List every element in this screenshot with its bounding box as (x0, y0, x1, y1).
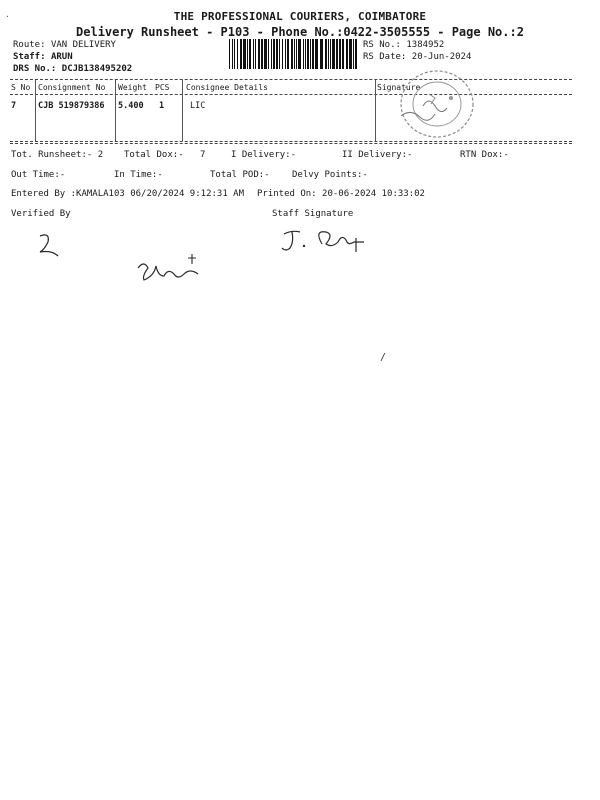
total-dox: Total Dox:- (124, 150, 184, 160)
route-line (13, 40, 116, 50)
verified-signature-image (30, 228, 70, 258)
barcode-bar (229, 39, 230, 69)
barcode-bar (355, 39, 357, 69)
header-signature: Signature (377, 83, 421, 92)
barcode-bar (312, 39, 314, 69)
barcode-bar (315, 39, 318, 69)
total-dox-value: 7 (200, 150, 206, 160)
header-sno: S No (11, 83, 31, 92)
rs-no-value: 1384952 (406, 40, 445, 50)
barcode-bar (320, 39, 323, 69)
barcode-bar (253, 39, 254, 69)
barcode-bar (285, 39, 286, 69)
barcode-bar (294, 39, 295, 69)
i-delivery: I Delivery:- (231, 150, 297, 160)
barcode-bar (310, 39, 311, 69)
total-pod: Total POD:- (210, 170, 270, 180)
barcode-bar (249, 39, 251, 69)
stray-mark: / (380, 352, 387, 363)
barcode-bar (271, 39, 272, 69)
barcode-bar (325, 39, 327, 69)
barcode-bar (247, 39, 248, 69)
drs-value: DCJB138495202 (61, 64, 133, 74)
barcode-bar (303, 39, 304, 69)
barcode-image (229, 39, 357, 69)
route-label: Route: (13, 40, 46, 50)
barcode-bar (243, 39, 246, 69)
col-divider-2 (115, 80, 116, 141)
barcode-bar (273, 39, 275, 69)
barcode-bar (287, 39, 289, 69)
row-sno: 7 (11, 101, 17, 111)
rs-date-label: RS Date: (363, 52, 407, 62)
barcode-bar (346, 39, 348, 69)
tot-runsheet: Tot. Runsheet:- 2 (11, 150, 104, 160)
barcode-bar (336, 39, 338, 69)
company-title: THE PROFESSIONAL COURIERS, COIMBATORE (173, 10, 427, 23)
barcode-svg (229, 39, 357, 69)
entered-by: Entered By :KAMALA103 06/20/2024 9:12:31 AM (11, 189, 244, 199)
barcode-bar (255, 39, 256, 69)
barcode-bar (232, 39, 233, 69)
barcode-bar (234, 39, 235, 69)
drs-label: DRS No.: (13, 64, 57, 74)
staff-label: Staff: (13, 52, 46, 62)
barcode-bar (298, 39, 301, 69)
table-header-rule (10, 94, 572, 95)
barcode-bar (349, 39, 352, 69)
rtn-dox: RTN Dox:- (460, 150, 509, 160)
rs-date-value: 20-Jun-2024 (411, 52, 472, 62)
barcode-bar (353, 39, 354, 69)
ii-delivery: II Delivery:- (342, 150, 413, 160)
drs-line (13, 64, 132, 74)
table-bottom-rule (10, 141, 572, 142)
barcode-bar (342, 39, 344, 69)
row-pcs: 1 (159, 101, 165, 111)
rs-no-label: RS No.: (363, 40, 401, 50)
barcode-bar (279, 39, 280, 69)
barcode-bar (261, 39, 263, 69)
col-divider-4 (375, 80, 376, 141)
header-pcs: PCS (155, 83, 170, 92)
barcode-bar (305, 39, 306, 69)
barcode-bar (282, 39, 283, 69)
row-weight: 5.400 (118, 101, 144, 111)
barcode-bar (307, 39, 309, 69)
barcode-bar (330, 39, 331, 69)
table-top-rule (10, 79, 572, 80)
barcode-bar (258, 39, 260, 69)
barcode-bar (332, 39, 335, 69)
in-time: In Time:- (114, 170, 163, 180)
handwritten-signature-image (130, 252, 215, 288)
out-time: Out Time:- (11, 170, 66, 180)
totals-rule (10, 143, 572, 144)
barcode-bar (240, 39, 242, 69)
barcode-bar (339, 39, 341, 69)
barcode-bar (264, 39, 267, 69)
header-consignee: Consignee Details (186, 83, 268, 92)
barcode-bar (237, 39, 238, 69)
row-consignment: CJB 519879386 (38, 101, 105, 111)
col-divider-3 (182, 80, 183, 141)
header-weight: Weight (118, 83, 147, 92)
staff-signature-label: Staff Signature (272, 209, 354, 219)
verified-by-label: Verified By (11, 209, 71, 219)
barcode-bar (296, 39, 297, 69)
barcode-bar (268, 39, 269, 69)
row-consignee: LIC (190, 101, 206, 111)
staff-line (13, 52, 73, 62)
barcode-bar (276, 39, 278, 69)
header-consignment: Consignment No (38, 83, 106, 92)
staff-signature-image (280, 224, 370, 258)
scan-mark: . (5, 10, 10, 19)
route-value: VAN DELIVERY (50, 40, 116, 50)
barcode-bar (291, 39, 293, 69)
rs-date-line (363, 52, 471, 62)
barcode-bar (328, 39, 329, 69)
rs-no-line (363, 40, 444, 50)
col-divider-1 (35, 80, 36, 141)
company-stamp-image (393, 64, 481, 144)
staff-value: ARUN (50, 52, 73, 62)
printed-on: Printed On: 20-06-2024 10:33:02 (257, 189, 425, 199)
runsheet-title: Delivery Runsheet - P103 - Phone No.:0422-3505555 - Page No.:2 (76, 25, 524, 39)
delvy-points: Delvy Points:- (292, 170, 368, 180)
